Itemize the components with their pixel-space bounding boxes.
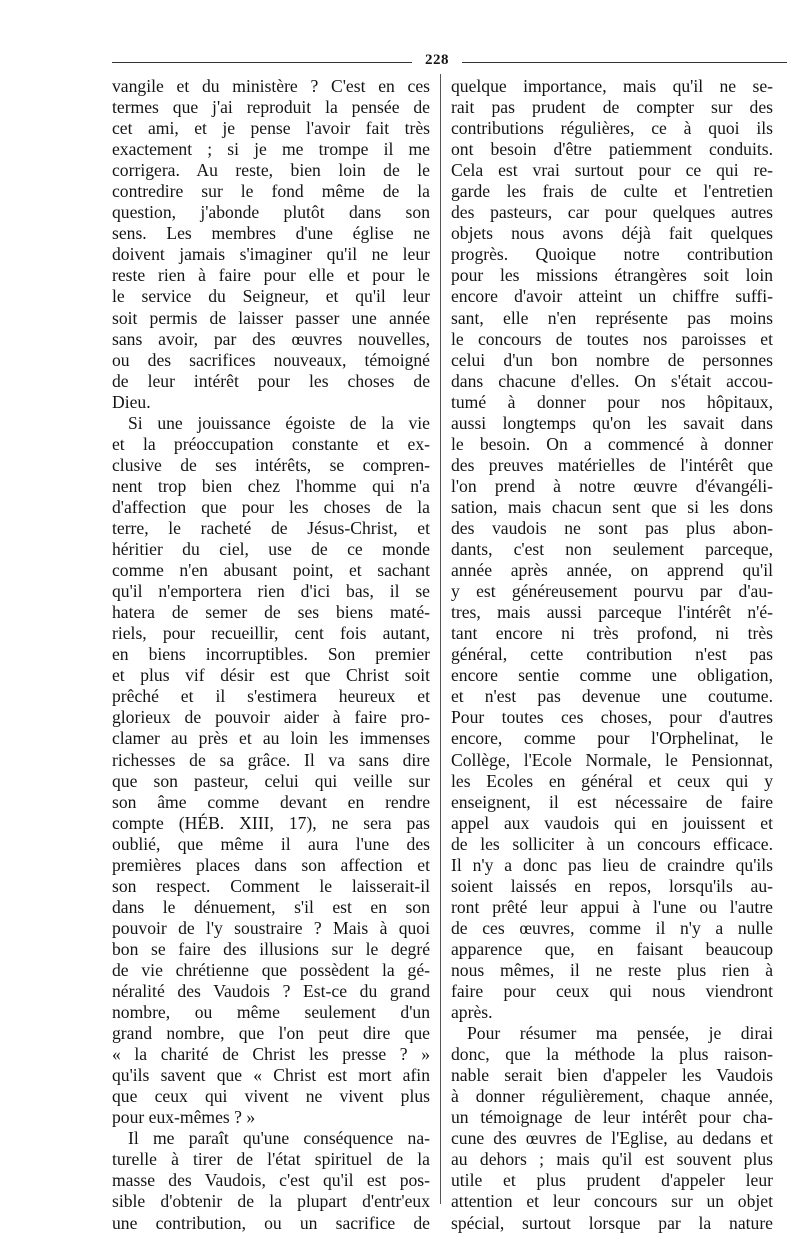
text-line: son respect. Comment le laisserait-il [112, 875, 430, 896]
text-line: de ces œuvres, comme il n'y a nulle [451, 917, 773, 938]
text-line: clamer au près et au loin les immenses [112, 728, 430, 749]
text-line: reste rien à faire pour elle et pour le [112, 265, 430, 286]
text-line: progrès. Quoique notre contribution [451, 244, 773, 265]
text-line: cet ami, et je pense l'avoir fait très [112, 118, 430, 139]
text-line: Si une jouissance égoiste de la vie [128, 412, 430, 433]
text-line: soient laissés en repos, lorsqu'ils au- [451, 875, 773, 896]
text-line: question, j'abonde plutôt dans son [112, 202, 430, 223]
text-line: le besoin. On a commencé à donner [451, 433, 773, 454]
text-line: doivent jamais s'imaginer qu'il ne leur [112, 244, 430, 265]
text-line: pour eux-mêmes ? » [112, 1107, 256, 1128]
text-line: tres, mais aussi parceque l'intérêt n'é- [451, 602, 773, 623]
text-line: termes que j'ai reproduit la pensée de [112, 97, 430, 118]
text-line: et n'est pas devenue une coutume. [451, 686, 773, 707]
text-line: ont besoin d'être patiemment conduits. [451, 139, 773, 160]
text-line: des vaudois ne sont pas plus abon- [451, 517, 773, 538]
text-line: dants, c'est non seulement parceque, [451, 539, 773, 560]
page-header [112, 52, 787, 72]
header-rule-right [462, 62, 787, 63]
right-column [451, 76, 773, 1234]
text-line: clusive de ses intérêts, se compren- [112, 454, 430, 475]
text-line: Pour résumer ma pensée, je dirai [467, 1023, 773, 1044]
text-line: glorieux de pouvoir aider à faire pro- [112, 707, 430, 728]
text-line: cune des œuvres de l'Eglise, au dedans et [451, 1128, 773, 1149]
text-line: Il me paraît qu'une conséquence na- [128, 1128, 430, 1149]
text-line: de les solliciter à un concours efficace. [451, 833, 773, 854]
text-line: contributions régulières, ce à quoi ils [451, 118, 773, 139]
text-line: appel aux vaudois qui en jouissent et [451, 812, 773, 833]
text-line: des preuves matérielles de l'intérêt que [451, 454, 773, 475]
text-line: héritier du ciel, use de ce monde [112, 539, 430, 560]
text-line: de leur intérêt pour les choses de [112, 370, 430, 391]
text-line: nable serait bien d'appeler les Vaudois [451, 1065, 773, 1086]
text-line: son âme comme devant en rendre [112, 791, 430, 812]
text-line: ou des sacrifices nouveaux, témoigné [112, 349, 430, 370]
text-line: hatera de semer de ses biens maté- [112, 602, 430, 623]
text-line: qu'ils savent que « Christ est mort afin [112, 1065, 430, 1086]
text-line: qu'il n'emportera rien d'ici bas, il se [112, 581, 430, 602]
text-line: richesses de sa grâce. Il va sans dire [112, 749, 430, 770]
page-number: 228 [425, 52, 449, 68]
text-line: prêché et il s'estimera heureux et [112, 686, 430, 707]
text-line: y est généreusement pourvu par d'au- [451, 581, 773, 602]
text-line: spécial, surtout lorsque par la nature [451, 1212, 773, 1233]
text-line: utile et plus prudent d'appeler leur [451, 1170, 773, 1191]
text-line: bon se faire des illusions sur le degré [112, 938, 430, 959]
text-line: pouvoir de l'y soustraire ? Mais à quoi [112, 917, 430, 938]
text-line: et la préoccupation constante et ex- [112, 433, 430, 454]
text-line: faire pour ceux qui nous viendront [451, 981, 773, 1002]
text-line: « la charité de Christ les presse ? » [112, 1044, 430, 1065]
text-line: que ceux qui vivent ne vivent plus [112, 1086, 430, 1107]
text-line: enseignent, il est nécessaire de faire [451, 791, 773, 812]
text-line: Collège, l'Ecole Normale, le Pensionnat, [451, 749, 773, 770]
text-line: garde les frais de culte et l'entretien [451, 181, 773, 202]
text-line: aussi longtemps qu'on les savait dans [451, 412, 773, 433]
text-line: donc, que la méthode la plus raison- [451, 1044, 773, 1065]
text-line: masse des Vaudois, c'est qu'il est pos- [112, 1170, 430, 1191]
text-line: Cela est vrai surtout pour ce qui re- [451, 160, 773, 181]
text-line: rait pas prudent de compter sur des [451, 97, 773, 118]
text-line: de vie chrétienne que possèdent la gé- [112, 959, 430, 980]
text-line: turelle à tirer de l'état spirituel de la [112, 1149, 430, 1170]
text-line: un témoignage de leur intérêt pour cha- [451, 1107, 773, 1128]
text-line: riels, pour recueillir, cent fois autant, [112, 623, 430, 644]
text-line: terre, le racheté de Jésus-Christ, et [112, 517, 430, 538]
text-line: sant, elle n'en représente pas moins [451, 307, 773, 328]
text-line: compte (HÉB. XIII, 17), ne sera pas [112, 812, 430, 833]
text-line: encore d'avoir atteint un chiffre suffi- [451, 286, 773, 307]
text-line: apparence que, en faisant beaucoup [451, 938, 773, 959]
text-line: une contribution, ou un sacrifice de [112, 1212, 430, 1233]
text-line: année après année, on apprend qu'il [451, 560, 773, 581]
text-line: encore sentie comme une obligation, [451, 665, 773, 686]
text-line: nous mêmes, il ne reste plus rien à [451, 959, 773, 980]
text-line: celui d'un bon nombre de personnes [451, 349, 773, 370]
text-line: premières places dans son affection et [112, 854, 430, 875]
text-line: corrigera. Au reste, bien loin de le [112, 160, 430, 181]
text-line: d'affection que pour les choses de la [112, 496, 430, 517]
text-line: comme n'en abusant point, et sachant [112, 560, 430, 581]
text-line: nent trop bien chez l'homme qui n'a [112, 475, 430, 496]
text-line: les Ecoles en général et ceux qui y [451, 770, 773, 791]
text-line: sible d'obtenir de la plupart d'entr'eux [112, 1191, 430, 1212]
text-line: à donner régulièrement, chaque année, [451, 1086, 773, 1107]
text-line: tumé à donner pour nos hôpitaux, [451, 391, 773, 412]
text-line: sation, mais chacun sent que si les dons [451, 496, 773, 517]
text-line: sens. Les membres d'une église ne [112, 223, 430, 244]
text-line: au dehors ; mais qu'il est souvent plus [451, 1149, 773, 1170]
text-line: dans chacune d'elles. On s'était accou- [451, 370, 773, 391]
text-line: et plus vif désir est que Christ soit [112, 665, 430, 686]
text-line: dans le dénuement, s'il est en son [112, 896, 430, 917]
text-line: après. [451, 1002, 493, 1023]
text-line: tant encore ni très profond, ni très [451, 623, 773, 644]
text-line: pour les missions étrangères soit loin [451, 265, 773, 286]
text-line: grand nombre, que l'on peut dire que [112, 1023, 430, 1044]
text-line: vangile et du ministère ? C'est en ces [112, 76, 430, 96]
text-line: général, cette contribution n'est pas [451, 644, 773, 665]
text-line: attention et leur concours sur un objet [451, 1191, 773, 1212]
text-line: néralité des Vaudois ? Est-ce du grand [112, 981, 430, 1002]
text-line: encore, comme pour l'Orphelinat, le [451, 728, 773, 749]
text-line: des pasteurs, car pour quelques autres [451, 202, 773, 223]
text-line: Dieu. [112, 391, 151, 412]
column-divider [440, 74, 441, 1204]
text-line: l'on prend à notre œuvre d'évangéli- [451, 475, 773, 496]
text-line: en biens incorruptibles. Son premier [112, 644, 430, 665]
header-rule-left [112, 62, 412, 63]
text-line: Il n'y a donc pas lieu de craindre qu'ils [451, 854, 773, 875]
text-line: oublié, que même il aura l'une des [112, 833, 430, 854]
text-line: le concours de toutes nos paroisses et [451, 328, 773, 349]
text-line: que son pasteur, celui qui veille sur [112, 770, 430, 791]
text-line: soit permis de laisser passer une année [112, 307, 430, 328]
text-line: exactement ; si je me trompe il me [112, 139, 430, 160]
text-line: quelque importance, mais qu'il ne se- [451, 76, 773, 96]
text-line: ront prêté leur appui à l'une ou l'autre [451, 896, 773, 917]
text-line: nombre, ou même seulement d'un [112, 1002, 430, 1023]
left-column [112, 76, 430, 1234]
text-line: le service du Seigneur, et qu'il leur [112, 286, 430, 307]
text-line: contredire sur le fond même de la [112, 181, 430, 202]
text-line: Pour toutes ces choses, pour d'autres [451, 707, 773, 728]
text-line: sans avoir, par des œuvres nouvelles, [112, 328, 430, 349]
text-line: objets nous avons déjà fait quelques [451, 223, 773, 244]
